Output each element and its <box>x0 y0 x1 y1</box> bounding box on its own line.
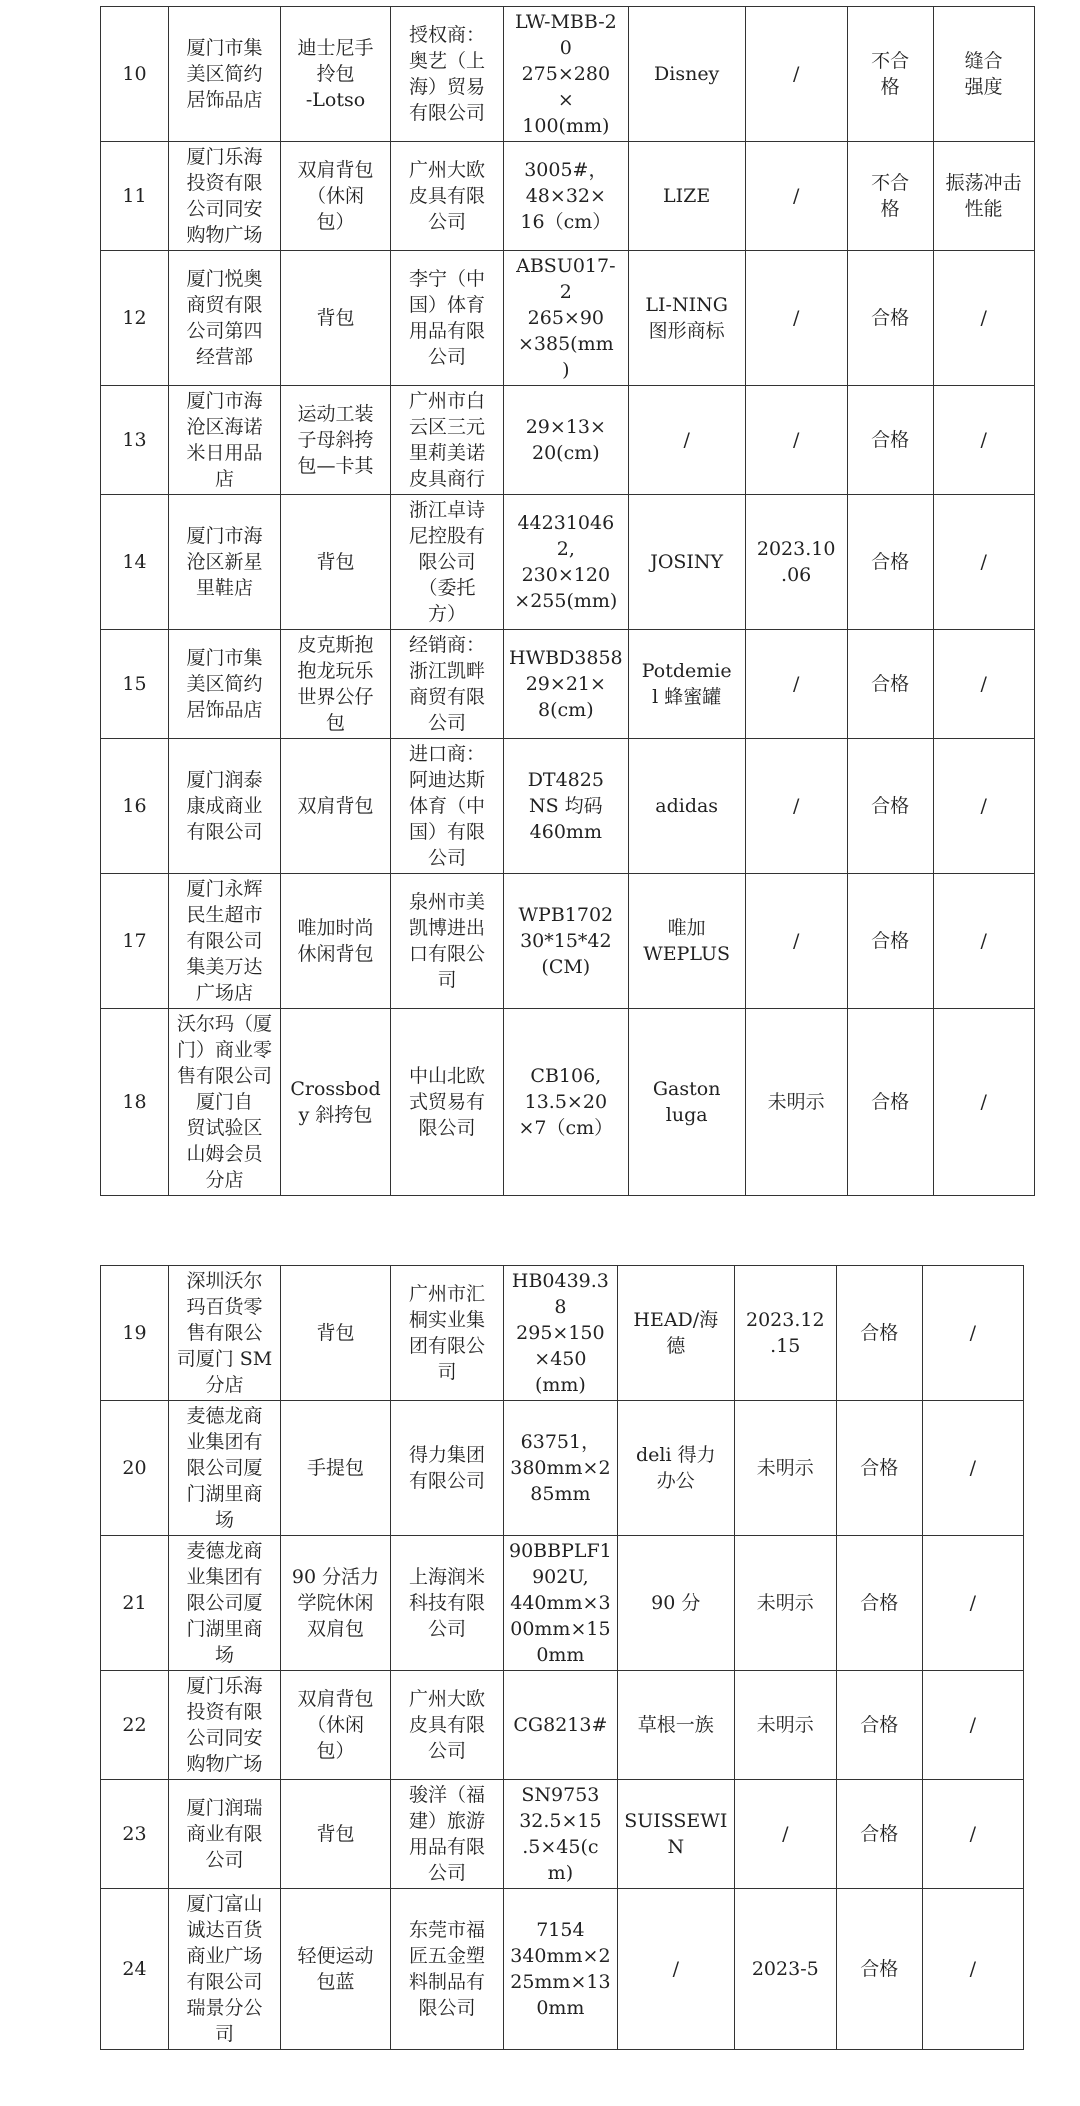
cell-production-date: 2023-5 <box>734 1889 836 2050</box>
cell-result: 合格 <box>836 1401 922 1536</box>
cell-row-number: 19 <box>101 1266 169 1401</box>
cell-product-name: 背包 <box>281 1780 391 1889</box>
cell-brand: Gaston luga <box>628 1009 745 1196</box>
cell-sample-store: 麦德龙商 业集团有 限公司厦 门湖里商 场 <box>169 1401 281 1536</box>
cell-production-date: 未明示 <box>734 1536 836 1671</box>
cell-row-number: 18 <box>101 1009 169 1196</box>
cell-sample-store: 沃尔玛（厦 门）商业零 售有限公司 厦门自 贸试验区 山姆会员 分店 <box>169 1009 281 1196</box>
cell-sample-store: 厦门永辉 民生超市 有限公司 集美万达 广场店 <box>169 874 281 1009</box>
cell-product-name: 90 分活力 学院休闲 双肩包 <box>281 1536 391 1671</box>
cell-manufacturer: 中山北欧 式贸易有 限公司 <box>391 1009 504 1196</box>
cell-failed-item: / <box>922 1401 1023 1536</box>
cell-result: 合格 <box>836 1889 922 2050</box>
cell-sample-store: 深圳沃尔 玛百货零 售有限公 司厦门 SM 分店 <box>169 1266 281 1401</box>
cell-model-spec: ABSU017- 2 265×90 ×385(mm ) <box>504 251 629 386</box>
inspection-table-2 <box>100 1265 1024 2050</box>
cell-sample-store: 麦德龙商 业集团有 限公司厦 门湖里商 场 <box>169 1536 281 1671</box>
cell-manufacturer: 李宁（中 国）体育 用品有限 公司 <box>391 251 504 386</box>
cell-product-name: 皮克斯抱 抱龙玩乐 世界公仔 包 <box>281 630 391 739</box>
cell-row-number: 17 <box>101 874 169 1009</box>
cell-model-spec: LW-MBB-2 0 275×280 × 100(mm) <box>504 7 629 142</box>
cell-brand: 草根一族 <box>617 1671 734 1780</box>
cell-failed-item: / <box>922 1780 1023 1889</box>
cell-production-date: 未明示 <box>745 1009 847 1196</box>
cell-product-name: 轻便运动 包蓝 <box>281 1889 391 2050</box>
cell-failed-item: / <box>922 1536 1023 1671</box>
cell-manufacturer: 广州市白 云区三元 里莉美诺 皮具商行 <box>391 386 504 495</box>
cell-manufacturer: 广州市汇 桐实业集 团有限公 司 <box>391 1266 504 1401</box>
cell-failed-item: / <box>933 495 1034 630</box>
cell-row-number: 11 <box>101 142 169 251</box>
cell-result: 合格 <box>847 739 933 874</box>
cell-row-number: 16 <box>101 739 169 874</box>
cell-manufacturer: 上海润米 科技有限 公司 <box>391 1536 504 1671</box>
cell-failed-item: 振荡冲击 性能 <box>933 142 1034 251</box>
cell-product-name: Crossbod y 斜挎包 <box>281 1009 391 1196</box>
cell-brand: Potdemie l 蜂蜜罐 <box>628 630 745 739</box>
cell-row-number: 15 <box>101 630 169 739</box>
cell-product-name: 双肩背包 （休闲 包） <box>281 142 391 251</box>
cell-brand: 90 分 <box>617 1536 734 1671</box>
cell-model-spec: HB0439.3 8 295×150 ×450 (mm) <box>504 1266 618 1401</box>
cell-manufacturer: 东莞市福 匠五金塑 料制品有 限公司 <box>391 1889 504 2050</box>
cell-model-spec: 63751， 380mm×2 85mm <box>504 1401 618 1536</box>
cell-failed-item: / <box>933 386 1034 495</box>
cell-manufacturer: 进口商： 阿迪达斯 体育（中 国）有限 公司 <box>391 739 504 874</box>
cell-manufacturer: 泉州市美 凯博进出 口有限公 司 <box>391 874 504 1009</box>
cell-brand: / <box>628 386 745 495</box>
table-row <box>101 142 1035 251</box>
cell-sample-store: 厦门乐海 投资有限 公司同安 购物广场 <box>169 142 281 251</box>
cell-row-number: 13 <box>101 386 169 495</box>
cell-sample-store: 厦门市海 沧区新星 里鞋店 <box>169 495 281 630</box>
table-body <box>101 7 1035 1196</box>
cell-manufacturer: 骏洋（福 建）旅游 用品有限 公司 <box>391 1780 504 1889</box>
cell-failed-item: / <box>922 1671 1023 1780</box>
inspection-table-1 <box>100 6 1035 1196</box>
cell-brand: deli 得力 办公 <box>617 1401 734 1536</box>
cell-model-spec: CB106, 13.5×20 ×7（cm） <box>504 1009 629 1196</box>
cell-product-name: 背包 <box>281 495 391 630</box>
cell-result: 合格 <box>847 630 933 739</box>
cell-brand: LI-NING 图形商标 <box>628 251 745 386</box>
cell-sample-store: 厦门市海 沧区海诺 米日用品 店 <box>169 386 281 495</box>
cell-brand: SUISSEWI N <box>617 1780 734 1889</box>
cell-result: 合格 <box>836 1780 922 1889</box>
cell-model-spec: 44231046 2, 230×120 ×255(mm) <box>504 495 629 630</box>
table-row <box>101 1266 1024 1401</box>
cell-production-date: 2023.12 .15 <box>734 1266 836 1401</box>
table-row <box>101 1401 1024 1536</box>
cell-failed-item: / <box>933 874 1034 1009</box>
cell-product-name: 双肩背包 <box>281 739 391 874</box>
cell-row-number: 10 <box>101 7 169 142</box>
cell-row-number: 12 <box>101 251 169 386</box>
cell-model-spec: 7154 340mm×2 25mm×13 0mm <box>504 1889 618 2050</box>
cell-manufacturer: 授权商： 奥艺（上 海）贸易 有限公司 <box>391 7 504 142</box>
cell-product-name: 迪士尼手 拎包 -Lotso <box>281 7 391 142</box>
cell-production-date: / <box>745 251 847 386</box>
cell-row-number: 20 <box>101 1401 169 1536</box>
cell-brand: JOSINY <box>628 495 745 630</box>
cell-sample-store: 厦门润泰 康成商业 有限公司 <box>169 739 281 874</box>
cell-model-spec: 90BBPLF1 902U, 440mm×3 00mm×15 0mm <box>504 1536 618 1671</box>
table-row <box>101 1009 1035 1196</box>
cell-row-number: 24 <box>101 1889 169 2050</box>
cell-row-number: 21 <box>101 1536 169 1671</box>
cell-model-spec: 3005#， 48×32× 16（cm） <box>504 142 629 251</box>
cell-production-date: / <box>745 874 847 1009</box>
cell-row-number: 14 <box>101 495 169 630</box>
table-row <box>101 251 1035 386</box>
cell-product-name: 运动工装 子母斜挎 包—卡其 <box>281 386 391 495</box>
cell-manufacturer: 经销商： 浙江凯畔 商贸有限 公司 <box>391 630 504 739</box>
cell-failed-item: / <box>922 1266 1023 1401</box>
cell-result: 合格 <box>836 1266 922 1401</box>
cell-brand: LIZE <box>628 142 745 251</box>
cell-manufacturer: 得力集团 有限公司 <box>391 1401 504 1536</box>
cell-sample-store: 厦门润瑞 商业有限 公司 <box>169 1780 281 1889</box>
table-row <box>101 386 1035 495</box>
cell-result: 合格 <box>847 386 933 495</box>
cell-row-number: 23 <box>101 1780 169 1889</box>
cell-result: 合格 <box>847 1009 933 1196</box>
cell-row-number: 22 <box>101 1671 169 1780</box>
cell-brand: HEAD/海 德 <box>617 1266 734 1401</box>
cell-sample-store: 厦门悦奥 商贸有限 公司第四 经营部 <box>169 251 281 386</box>
cell-product-name: 唯加时尚 休闲背包 <box>281 874 391 1009</box>
cell-model-spec: HWBD3858 29×21× 8(cm) <box>504 630 629 739</box>
cell-brand: / <box>617 1889 734 2050</box>
cell-manufacturer: 广州大欧 皮具有限 公司 <box>391 142 504 251</box>
cell-production-date: / <box>734 1780 836 1889</box>
cell-failed-item: / <box>933 630 1034 739</box>
cell-failed-item: / <box>922 1889 1023 2050</box>
cell-sample-store: 厦门市集 美区简约 居饰品店 <box>169 630 281 739</box>
table-row <box>101 495 1035 630</box>
cell-failed-item: / <box>933 251 1034 386</box>
cell-failed-item: 缝合 强度 <box>933 7 1034 142</box>
cell-production-date: / <box>745 142 847 251</box>
cell-result: 不合 格 <box>847 7 933 142</box>
table-row <box>101 1889 1024 2050</box>
cell-sample-store: 厦门乐海 投资有限 公司同安 购物广场 <box>169 1671 281 1780</box>
table-row <box>101 630 1035 739</box>
cell-production-date: 未明示 <box>734 1671 836 1780</box>
cell-product-name: 手提包 <box>281 1401 391 1536</box>
cell-result: 合格 <box>847 251 933 386</box>
cell-brand: 唯加 WEPLUS <box>628 874 745 1009</box>
table-row <box>101 7 1035 142</box>
cell-brand: adidas <box>628 739 745 874</box>
cell-result: 合格 <box>836 1536 922 1671</box>
cell-brand: Disney <box>628 7 745 142</box>
cell-production-date: / <box>745 739 847 874</box>
cell-production-date: 2023.10 .06 <box>745 495 847 630</box>
table-row <box>101 1671 1024 1780</box>
cell-result: 不合 格 <box>847 142 933 251</box>
cell-failed-item: / <box>933 739 1034 874</box>
table-row <box>101 739 1035 874</box>
cell-result: 合格 <box>836 1671 922 1780</box>
cell-model-spec: DT4825 NS 均码 460mm <box>504 739 629 874</box>
cell-product-name: 背包 <box>281 251 391 386</box>
cell-production-date: / <box>745 630 847 739</box>
table-body <box>101 1266 1024 2050</box>
table-row <box>101 1780 1024 1889</box>
cell-result: 合格 <box>847 495 933 630</box>
cell-model-spec: WPB1702 30*15*42 (CM) <box>504 874 629 1009</box>
cell-failed-item: / <box>933 1009 1034 1196</box>
cell-product-name: 背包 <box>281 1266 391 1401</box>
cell-model-spec: SN9753 32.5×15 .5×45(c m) <box>504 1780 618 1889</box>
cell-production-date: 未明示 <box>734 1401 836 1536</box>
cell-sample-store: 厦门富山 诚达百货 商业广场 有限公司 瑞景分公 司 <box>169 1889 281 2050</box>
cell-product-name: 双肩背包 （休闲 包） <box>281 1671 391 1780</box>
cell-manufacturer: 广州大欧 皮具有限 公司 <box>391 1671 504 1780</box>
table-row <box>101 1536 1024 1671</box>
cell-manufacturer: 浙江卓诗 尼控股有 限公司 （委托 方） <box>391 495 504 630</box>
cell-production-date: / <box>745 386 847 495</box>
cell-model-spec: 29×13× 20(cm) <box>504 386 629 495</box>
cell-sample-store: 厦门市集 美区简约 居饰品店 <box>169 7 281 142</box>
cell-result: 合格 <box>847 874 933 1009</box>
cell-model-spec: CG8213# <box>504 1671 618 1780</box>
cell-production-date: / <box>745 7 847 142</box>
table-row <box>101 874 1035 1009</box>
